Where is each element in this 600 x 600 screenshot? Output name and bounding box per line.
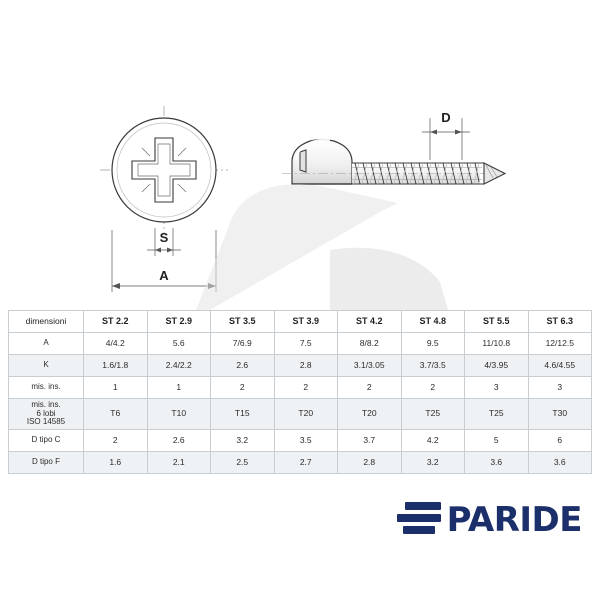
cell-lobi-3: T20 [274, 399, 338, 430]
table-header-col-3: ST 3.9 [274, 311, 338, 333]
screw-side-view [282, 118, 505, 184]
cell-mi-7: 3 [528, 377, 592, 399]
row-label-d-tipo-c: D tipo C [9, 430, 84, 452]
cell-lobi-5: T25 [401, 399, 465, 430]
cell-a-0: 4/4.2 [84, 333, 148, 355]
cell-df-1: 2.1 [147, 452, 211, 474]
table-row [9, 377, 592, 399]
cell-lobi-1: T10 [147, 399, 211, 430]
watermark-swoosh [196, 184, 448, 310]
cell-df-5: 3.2 [401, 452, 465, 474]
table-row [9, 452, 592, 474]
table-row [9, 399, 592, 430]
cell-a-3: 7.5 [274, 333, 338, 355]
label-a: A [159, 268, 169, 283]
table-row [9, 355, 592, 377]
cell-k-1: 2.4/2.2 [147, 355, 211, 377]
cell-dc-4: 3.7 [338, 430, 402, 452]
label-d: D [441, 110, 451, 125]
table-header-col-7: ST 6.3 [528, 311, 592, 333]
cell-lobi-0: T6 [84, 399, 148, 430]
cell-df-3: 2.7 [274, 452, 338, 474]
table-header-col-1: ST 2.9 [147, 311, 211, 333]
cell-mi-5: 2 [401, 377, 465, 399]
table-header-col-2: ST 3.5 [211, 311, 275, 333]
cell-k-4: 3.1/3.05 [338, 355, 402, 377]
cell-df-2: 2.5 [211, 452, 275, 474]
paride-logo [397, 498, 582, 542]
cell-mi-4: 2 [338, 377, 402, 399]
cell-mi-6: 3 [465, 377, 529, 399]
table-row [9, 430, 592, 452]
cell-lobi-4: T20 [338, 399, 402, 430]
cell-dc-3: 3.5 [274, 430, 338, 452]
row-label-d-tipo-f: D tipo F [9, 452, 84, 474]
cell-k-0: 1.6/1.8 [84, 355, 148, 377]
cell-a-7: 12/12.5 [528, 333, 592, 355]
label-s: S [159, 230, 169, 245]
cell-k-5: 3.7/3.5 [401, 355, 465, 377]
cell-df-7: 3.6 [528, 452, 592, 474]
row-label-a: A [9, 333, 84, 355]
cell-a-4: 8/8.2 [338, 333, 402, 355]
cell-mi-0: 1 [84, 377, 148, 399]
head-top-view [100, 106, 228, 292]
cell-k-6: 4/3.95 [465, 355, 529, 377]
cell-a-1: 5.6 [147, 333, 211, 355]
cell-k-7: 4.6/4.55 [528, 355, 592, 377]
cell-lobi-2: T15 [211, 399, 275, 430]
table-header-dimensioni: dimensioni [9, 311, 84, 333]
cell-a-5: 9.5 [401, 333, 465, 355]
cell-df-4: 2.8 [338, 452, 402, 474]
row-label-k: K [9, 355, 84, 377]
cell-dc-6: 5 [465, 430, 529, 452]
cell-mi-1: 1 [147, 377, 211, 399]
cell-a-2: 7/6.9 [211, 333, 275, 355]
cell-k-2: 2.6 [211, 355, 275, 377]
row-label-mis-ins-6-lobi [9, 399, 84, 430]
table-header-row [9, 311, 592, 333]
cell-a-6: 11/10.8 [465, 333, 529, 355]
row-label-line-3: ISO 14585 [26, 417, 66, 427]
technical-drawing [0, 60, 600, 310]
table-header-col-0: ST 2.2 [84, 311, 148, 333]
cell-df-0: 1.6 [84, 452, 148, 474]
row-label-line-1: mis. ins. [31, 399, 61, 409]
table-header-col-6: ST 5.5 [465, 311, 529, 333]
cell-k-3: 2.8 [274, 355, 338, 377]
cell-dc-0: 2 [84, 430, 148, 452]
cell-dc-1: 2.6 [147, 430, 211, 452]
cell-lobi-6: T25 [465, 399, 529, 430]
table-header-col-4: ST 4.2 [338, 311, 402, 333]
table-row [9, 333, 592, 355]
paride-bars-logo-icon [397, 498, 443, 542]
cell-df-6: 3.6 [465, 452, 529, 474]
cell-dc-5: 4.2 [401, 430, 465, 452]
cell-lobi-7: T30 [528, 399, 592, 430]
dimensions-table-wrapper [8, 310, 592, 474]
cell-dc-7: 6 [528, 430, 592, 452]
cell-dc-2: 3.2 [211, 430, 275, 452]
dimensions-table [8, 310, 592, 474]
cell-mi-3: 2 [274, 377, 338, 399]
row-label-line-2: 6 lobi [36, 408, 56, 418]
table-header-col-5: ST 4.8 [401, 311, 465, 333]
row-label-mis-ins: mis. ins. [9, 377, 84, 399]
cell-mi-2: 2 [211, 377, 275, 399]
paride-logo-text: PARIDE [446, 500, 582, 540]
